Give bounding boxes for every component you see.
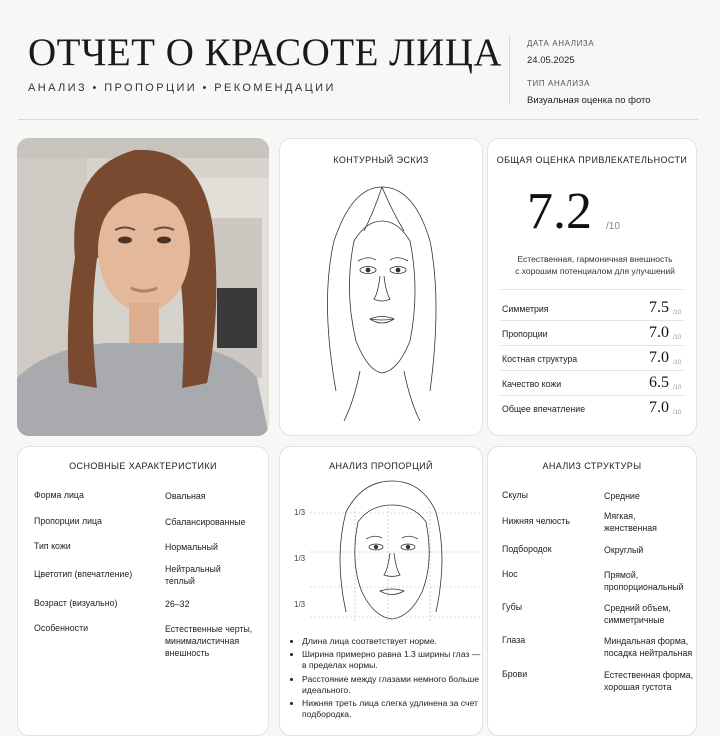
characteristics-label: Пропорции лица: [34, 516, 102, 526]
proportions-bullet: • Ширина примерно равна 1.3 ширины глаз — в пределах нормы.: [302, 649, 487, 671]
structure-value: Прямой,: [604, 570, 639, 580]
structure-value: хорошая густота: [604, 682, 672, 692]
characteristics-value: Овальная: [165, 491, 206, 501]
score-den-skin-quality: /10: [673, 385, 682, 391]
proportions-bullet: • Нижняя треть лица слегка удлинена за счет подбородка.: [302, 698, 487, 720]
characteristics-label: Форма лица: [34, 490, 84, 500]
structure-value: Округлый: [604, 545, 644, 555]
date-value: 24.05.2025: [527, 55, 575, 66]
structure-value: женственная: [604, 523, 657, 533]
overall-description-line1: Естественная, гармоничная внешность: [517, 254, 673, 264]
overall-description-line2: с хорошим потенциалом для улучшений: [515, 266, 675, 276]
header-divider: [509, 36, 510, 104]
score-value-overall-impression: 7.0: [649, 399, 669, 416]
analysis-type-value: Визуальная оценка по фото: [527, 95, 651, 106]
page-title: ОТЧЕТ О КРАСОТЕ ЛИЦА: [28, 31, 503, 74]
face-sketch-icon: [314, 181, 450, 431]
proportions-title: АНАЛИЗ ПРОПОРЦИЙ: [329, 461, 433, 471]
characteristics-value: внешность: [165, 648, 210, 658]
overall-score-value: 7.2: [527, 183, 592, 240]
score-den-proportions: /10: [673, 335, 682, 341]
score-label-skin-quality: Качество кожи: [502, 379, 562, 389]
sketch-card-title: КОНТУРНЫЙ ЭСКИЗ: [333, 155, 429, 165]
characteristics-label: Тип кожи: [34, 541, 71, 551]
header-rule: [18, 119, 698, 120]
structure-value: Естественная форма,: [604, 670, 694, 680]
portrait-photo: [17, 138, 269, 436]
characteristics-value: Естественные черты,: [165, 624, 253, 634]
characteristics-value: минималистичная: [165, 636, 240, 646]
characteristics-label: Особенности: [34, 623, 89, 633]
score-den-symmetry: /10: [673, 310, 682, 316]
characteristics-value: Нормальный: [165, 542, 218, 552]
proportion-third-label: 1/3: [294, 600, 306, 609]
structure-value: Средние: [604, 491, 640, 501]
date-label: ДАТА АНАЛИЗА: [527, 39, 595, 48]
score-label-bone-structure: Костная структура: [502, 354, 578, 364]
characteristics-title: ОСНОВНЫЕ ХАРАКТЕРИСТИКИ: [69, 461, 217, 471]
structure-value: пропорциональный: [604, 582, 684, 592]
characteristics-label: Возраст (визуально): [34, 598, 118, 608]
score-divider: [500, 320, 684, 321]
proportion-sketch-icon: [310, 477, 480, 627]
characteristics-value: теплый: [165, 576, 195, 586]
characteristics-value: Сбалансированные: [165, 517, 246, 527]
characteristics-value: 26–32: [165, 599, 190, 609]
proportions-bullet: • Длина лица соответствует норме.: [302, 636, 487, 647]
proportions-bullet: • Расстояние между глазами немного больше идеального.: [302, 674, 487, 696]
score-label-symmetry: Симметрия: [502, 304, 549, 314]
score-divider: [500, 289, 684, 290]
page-subtitle: АНАЛИЗ • ПРОПОРЦИИ • РЕКОМЕНДАЦИИ: [28, 82, 336, 94]
structure-value: посадка нейтральная: [604, 648, 693, 658]
proportion-third-label: 1/3: [294, 508, 306, 517]
score-divider: [500, 395, 684, 396]
structure-title: АНАЛИЗ СТРУКТУРЫ: [542, 461, 642, 471]
score-divider: [500, 370, 684, 371]
proportion-third-label: 1/3: [294, 554, 306, 563]
score-value-symmetry: 7.5: [649, 299, 669, 316]
score-den-bone-structure: /10: [673, 360, 682, 366]
proportions-bullet-list: [289, 636, 487, 722]
overall-score-title: ОБЩАЯ ОЦЕНКА ПРИВЛЕКАТЕЛЬНОСТИ: [496, 155, 688, 165]
score-value-skin-quality: 6.5: [649, 374, 669, 391]
structure-value: Мягкая,: [604, 511, 636, 521]
overall-score-denominator: /10: [606, 221, 620, 232]
sketch-card: [279, 138, 483, 436]
structure-value: симметричные: [604, 615, 665, 625]
characteristics-label: Цветотип (впечатление): [34, 569, 133, 579]
structure-label: Подбородок: [502, 544, 552, 554]
score-label-proportions: Пропорции: [502, 329, 548, 339]
score-divider: [500, 345, 684, 346]
score-den-overall-impression: /10: [673, 410, 682, 416]
structure-value: Миндальная форма,: [604, 636, 689, 646]
structure-label: Губы: [502, 602, 523, 612]
characteristics-value: Нейтральный: [165, 564, 221, 574]
structure-value: Средний объем,: [604, 603, 671, 613]
structure-label: Глаза: [502, 635, 526, 645]
score-value-bone-structure: 7.0: [649, 349, 669, 366]
score-label-overall-impression: Общее впечатление: [502, 404, 586, 414]
score-value-proportions: 7.0: [649, 324, 669, 341]
structure-label: Нижняя челюсть: [502, 516, 570, 526]
structure-label: Нос: [502, 569, 518, 579]
structure-label: Брови: [502, 669, 528, 679]
structure-label: Скулы: [502, 490, 528, 500]
analysis-type-label: ТИП АНАЛИЗА: [527, 79, 591, 88]
